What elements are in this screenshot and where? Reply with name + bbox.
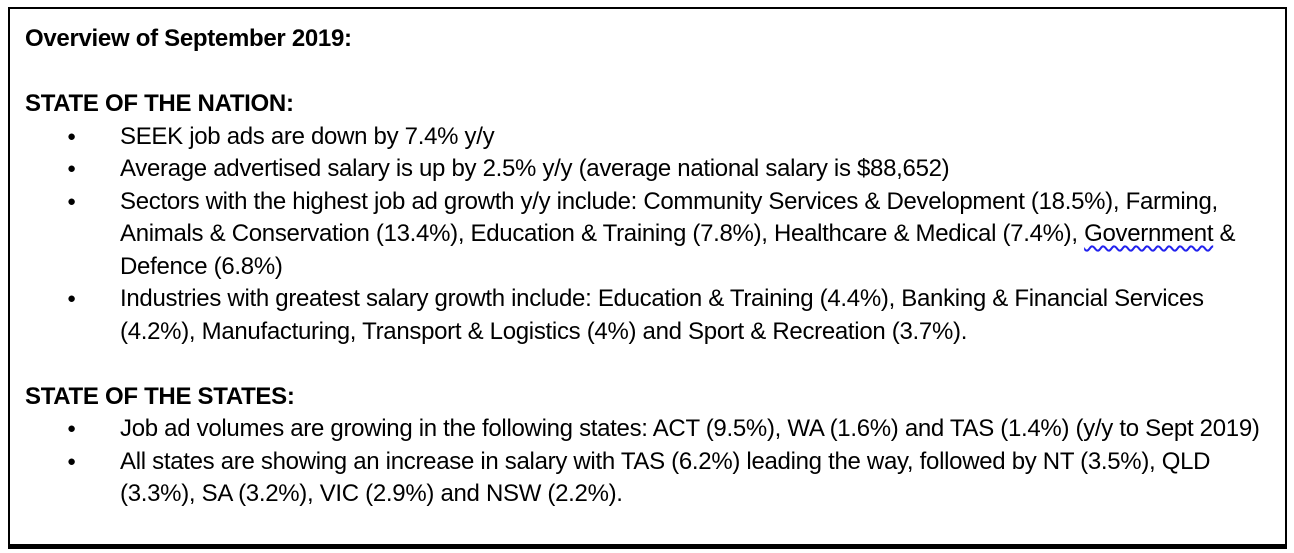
section-heading: STATE OF THE NATION: [25, 90, 294, 117]
bullet-text: Job ad volumes are growing in the following states: ACT (9.5%), WA (1.6%) and TAS (1.4%) (y/y to Sept 2019) [120, 415, 1260, 442]
blank-line [25, 348, 1277, 381]
bullet-icon: ● [67, 452, 76, 470]
bullet-item [67, 121, 1277, 154]
document-box [8, 7, 1287, 549]
bullet-text: Industries with greatest salary growth include: Education & Training (4.4%), Banking & Financial Services (4.2%), Manufacturing, Transport & Logistics (4%) and Sport & Recreation (3.7%). [120, 285, 1204, 345]
bullet-text: & Defence (6.8%) [120, 220, 1236, 280]
misspelled-word: Government [1084, 220, 1214, 247]
bullet-item [67, 413, 1277, 446]
blank-line [25, 56, 1277, 89]
bullet-item [67, 446, 1277, 511]
section-heading: STATE OF THE STATES: [25, 382, 295, 410]
bullet-icon: ● [67, 160, 76, 177]
bullet-text: Average advertised salary is up by 2.5% y/y (average national salary is $88,652) [120, 155, 950, 182]
bullet-icon: ● [67, 192, 76, 210]
bullet-text: Sectors with the highest job ad growth y/y include: Community Services & Development (18.5%), Farming, Animals & Conservation (13.4%), Education & Training (7.8%), Healthcare & Medical (7.4%), [120, 187, 1218, 247]
document-title: Overview of September 2019: [25, 25, 352, 52]
sections-container [25, 56, 1277, 511]
bullet-item [67, 283, 1277, 348]
bullet-list [25, 121, 1277, 349]
bullet-item [67, 186, 1277, 284]
bullet-text: All states are showing an increase in salary with TAS (6.2%) leading the way, followed by NT (3.5%), QLD (3.3%), SA (3.2%), VIC (2.9%) and NSW (2.2%). [120, 447, 1211, 507]
bullet-icon: ● [67, 127, 76, 145]
bullet-icon: ● [67, 420, 76, 437]
bullet-text: SEEK job ads are down by 7.4% y/y [120, 122, 495, 150]
bullet-icon: ● [67, 290, 76, 307]
bullet-list [25, 413, 1277, 511]
bullet-item [67, 153, 1277, 186]
